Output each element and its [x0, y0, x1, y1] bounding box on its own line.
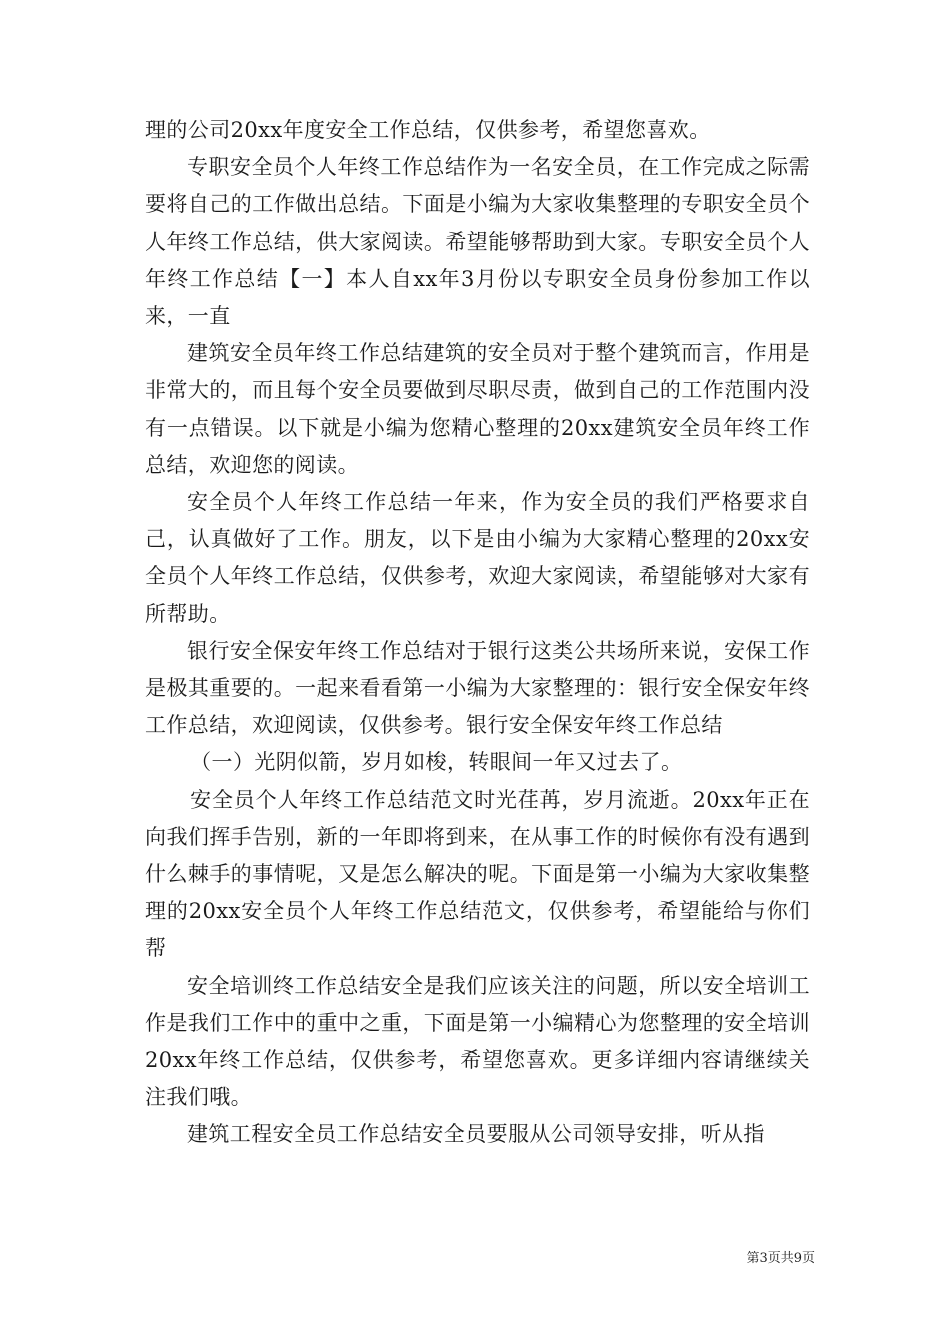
paragraph-personal-annual-summary: 安全员个人年终工作总结一年来，作为安全员的我们严格要求自己，认真做好了工作。朋友，以下是由小编为大家精心整理的20xx安全员个人年终工作总结，仅供参考，欢迎大家阅读，希望能够对大家有所帮助。: [145, 490, 810, 626]
paragraph-summary-sample: 安全员个人年终工作总结范文时光荏苒，岁月流逝。20xx年正在向我们挥手告别，新的一年即将到来，在从事工作的时候你有没有遇到什么棘手的事情呢，又是怎么解决的呢。下面是第一小编为大家收集整理的20xx安全员个人年终工作总结范文，仅供参考，希望能给与你们帮: [145, 787, 810, 961]
paragraph-construction-engineering: 建筑工程安全员工作总结安全员要服从公司领导安排，听从指: [187, 1122, 765, 1147]
paragraph-section-one: （一）光阴似箭，岁月如梭，转眼间一年又过去了。: [190, 750, 683, 775]
document-body: [145, 112, 810, 1154]
paragraph-full-time-safety-officer: 专职安全员个人年终工作总结作为一名安全员，在工作完成之际需要将自己的工作做出总结。下面是小编为大家收集整理的专职安全员个人年终工作总结，供大家阅读。希望能够帮助到大家。专职安全员个人年终工作总结【一】本人自xx年3月份以专职安全员身份参加工作以来，一直: [145, 155, 810, 329]
page-number: 第3页共9页: [746, 1251, 815, 1266]
paragraph-construction-safety-officer: 建筑安全员年终工作总结建筑的安全员对于整个建筑而言，作用是非常大的，而且每个安全员要做到尽职尽责，做到自己的工作范围内没有一点错误。以下就是小编为您精心整理的20xx建筑安全员年终工作总结，欢迎您的阅读。: [145, 341, 810, 477]
paragraph-safety-training: 安全培训终工作总结安全是我们应该关注的问题，所以安全培训工作是我们工作中的重中之重，下面是第一小编精心为您整理的安全培训20xx年终工作总结，仅供参考，希望您喜欢。更多详细内容请继续关注我们哦。: [145, 973, 810, 1110]
paragraph-bank-security: 银行安全保安年终工作总结对于银行这类公共场所来说，安保工作是极其重要的。一起来看看第一小编为大家整理的：银行安全保安年终工作总结，欢迎阅读，仅供参考。银行安全保安年终工作总结: [145, 638, 810, 738]
paragraph-continuation: 理的公司20xx年度安全工作总结，仅供参考，希望您喜欢。: [145, 118, 711, 142]
